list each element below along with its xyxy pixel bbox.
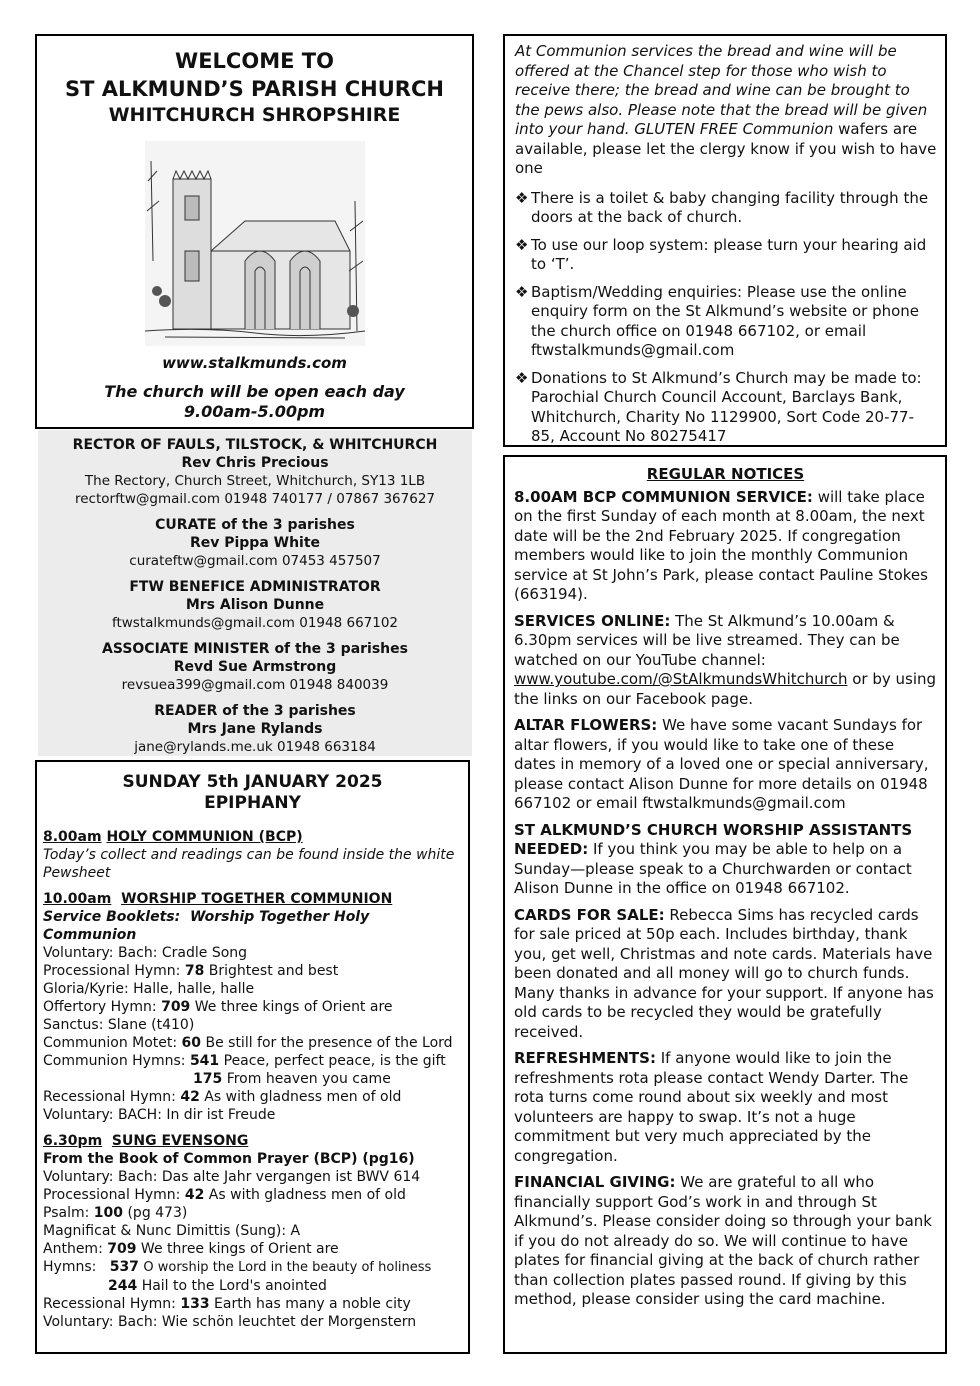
hymns	[43, 1258, 462, 1277]
notice-title: ALTAR FLOWERS:	[514, 716, 658, 734]
psalm-number: 100	[93, 1205, 124, 1221]
hymn-title: From heaven you came	[226, 1071, 391, 1087]
service-time: 8.00am	[43, 829, 102, 845]
hymn-label: Offertory Hymn:	[43, 999, 157, 1015]
clergy-contact: jane@rylands.me.uk 01948 663184	[134, 739, 376, 755]
church-location: WHITCHURCH SHROPSHIRE	[108, 104, 401, 126]
list-item	[515, 189, 937, 228]
clergy-role: CURATE of the 3 parishes	[155, 517, 355, 533]
magnificat: Magnificat & Nunc Dimittis (Sung): A	[43, 1223, 301, 1239]
opening-hours: 9.00am-5.00pm	[183, 402, 326, 421]
communion-hymns	[43, 1052, 462, 1070]
clergy-role: FTW BENEFICE ADMINISTRATOR	[129, 579, 381, 595]
notice-title: REFRESHMENTS:	[514, 1049, 656, 1067]
notice-financial-giving	[514, 1173, 937, 1310]
hymn-title: Be still for the presence of the Lord	[205, 1035, 453, 1051]
website-link[interactable]: www.stalkmunds.com	[162, 354, 347, 372]
info-list	[515, 189, 937, 447]
hymn-number: 133	[180, 1296, 210, 1312]
hymn-number: 244	[108, 1278, 138, 1294]
booklet-label: Service Booklets:	[43, 909, 181, 925]
clergy-name: Rev Pippa White	[189, 535, 321, 551]
communion-info-italic: At Communion services the bread and wine will be offered at the Chancel step for those who wish to receive there; the bread and wine can be brought to the pews also. Please note that the bread will be given into your hand. GLUTEN FREE Communion	[515, 42, 928, 138]
service-time: 10.00am	[43, 891, 112, 907]
regular-notices-box	[503, 455, 947, 1354]
service-sung-evensong	[43, 1132, 462, 1331]
recessional-hymn	[43, 1088, 462, 1106]
hymn-label: Processional Hymn:	[43, 1187, 181, 1203]
hymn-title: We three kings of Orient are	[140, 1241, 339, 1257]
clergy-name: Mrs Alison Dunne	[185, 597, 325, 613]
notice-cards-for-sale	[514, 906, 937, 1043]
notice-text: We have some vacant Sundays for altar flowers, if you would like to take one of these dates in memory of a loved one or special anniversary, please contact Alison Dunne for more details on 01948 667102 or email ftwstalkmunds@gmail.com	[514, 716, 929, 812]
service-name: HOLY COMMUNION (BCP)	[106, 829, 303, 845]
hymn-number: 541	[189, 1053, 220, 1069]
service-note: Today’s collect and readings can be found inside the white Pewsheet	[43, 847, 455, 881]
sunday-services-box	[35, 760, 470, 1354]
gloria: Gloria/Kyrie: Halle, halle, halle	[43, 981, 255, 997]
hymn-label: Communion Motet:	[43, 1035, 178, 1051]
clergy-entry	[38, 436, 472, 508]
clergy-role: READER of the 3 parishes	[154, 703, 356, 719]
sanctus: Sanctus: Slane (t410)	[43, 1017, 195, 1033]
notice-text: or by using the links on our Facebook page.	[514, 670, 937, 708]
notice-text: The St Alkmund’s 10.00am & 6.30pm services will be live streamed. They can be watched on our YouTube channel:	[514, 611, 900, 669]
recessional-hymn	[43, 1295, 462, 1313]
hymn-number: 78	[184, 963, 205, 979]
notice-text: will take place on the first Sunday of each month at 8.00am, the next date will be the 2nd February 2025. If congregation members would like to join the monthly Communion service at St John’s Park, please contact Pauline Stokes (663194).	[514, 487, 928, 603]
list-item	[515, 369, 937, 447]
hymn-label: Anthem:	[43, 1241, 103, 1257]
list-item	[515, 236, 937, 275]
clergy-address: The Rectory, Church Street, Whitchurch, SY13 1LB	[84, 473, 426, 489]
clergy-entry	[38, 578, 472, 632]
clergy-contact: rectorftw@gmail.com 01948 740177 / 07867 367627	[74, 491, 436, 507]
clergy-contacts	[38, 430, 472, 756]
voluntary: Voluntary: Bach: Cradle Song	[43, 945, 248, 961]
service-worship-together	[43, 890, 462, 1124]
clergy-contact: curateftw@gmail.com 07453 457507	[129, 553, 381, 569]
hymn-title: Earth has many a noble city	[214, 1296, 411, 1312]
clergy-name: Revd Sue Armstrong	[173, 659, 337, 675]
notice-title: FINANCIAL GIVING:	[514, 1173, 676, 1191]
clergy-contact: ftwstalkmunds@gmail.com 01948 667102	[111, 615, 399, 631]
hymn-title: As with gladness men of old	[208, 1187, 406, 1203]
notice-worship-assistants	[514, 821, 937, 899]
hymn-number: 42	[180, 1089, 200, 1105]
clergy-name: Mrs Jane Rylands	[187, 721, 323, 737]
voluntary: Voluntary: Bach: Wie schön leuchtet der Morgenstern	[43, 1314, 417, 1330]
booklet-name: Worship Together Holy Communion	[43, 909, 370, 943]
psalm	[43, 1204, 462, 1222]
notice-title: ST ALKMUND’S CHURCH WORSHIP ASSISTANTS NEEDED:	[514, 820, 913, 858]
hymn-number: 42	[184, 1187, 205, 1203]
service-booklets	[43, 908, 462, 944]
hymn-title: Hail to the Lord's anointed	[141, 1278, 327, 1294]
list-item-text: Donations to St Alkmund’s Church may be made to: Parochial Church Council Account, Barclays Bank, Whitchurch, Charity No 1129900, Sort Code 20-77-85, Account No 80275417	[531, 368, 922, 445]
service-date	[43, 772, 462, 814]
hymn-label: Communion Hymns:	[43, 1053, 186, 1069]
list-item-text: Baptism/Wedding enquiries: Please use the online enquiry form on the St Alkmund’s website or phone the church office on 01948 667102, or email ftwstalkmunds@gmail.com	[531, 282, 920, 359]
bullet-icon: ❖	[515, 235, 529, 254]
hymn-label: Recessional Hymn:	[43, 1089, 176, 1105]
clergy-contact: revsuea399@gmail.com 01948 840039	[121, 677, 389, 693]
clergy-name: Rev Chris Precious	[181, 455, 329, 471]
hymn-title: As with gladness men of old	[204, 1089, 402, 1105]
psalm-label: Psalm:	[43, 1205, 90, 1221]
hymn-title: Brightest and best	[208, 963, 339, 979]
communion-hymn-2	[43, 1070, 462, 1088]
bullet-icon: ❖	[515, 368, 529, 387]
opening-text: The church will be open each day	[104, 382, 405, 401]
church-name: ST ALKMUND’S PARISH CHURCH	[65, 77, 444, 101]
service-name: WORSHIP TOGETHER COMMUNION	[121, 891, 393, 907]
service-holy-communion	[43, 828, 462, 882]
hymn-title: O worship the Lord in the beauty of holiness	[143, 1260, 432, 1275]
hymn-number: 537	[109, 1259, 139, 1275]
service-day-title: EPIPHANY	[204, 793, 301, 813]
clergy-role: ASSOCIATE MINISTER of the 3 parishes	[102, 641, 408, 657]
notice-title: SERVICES ONLINE:	[514, 611, 671, 630]
hymn-number: 709	[107, 1241, 137, 1257]
notice-title: 8.00AM BCP COMMUNION SERVICE:	[514, 487, 813, 506]
hymn-label: Recessional Hymn:	[43, 1296, 176, 1312]
processional-hymn	[43, 962, 462, 980]
hymn-label: Processional Hymn:	[43, 963, 181, 979]
notice-bcp-communion	[514, 488, 937, 605]
welcome-box	[35, 34, 474, 429]
clergy-entry	[38, 702, 472, 756]
communion-motet	[43, 1034, 462, 1052]
anthem	[43, 1240, 462, 1258]
clergy-entry	[38, 640, 472, 694]
bullet-icon: ❖	[515, 188, 529, 207]
notice-text: If you think you may be able to help on a Sunday—please speak to a Churchwarden or contact Alison Dunne in the office on 01948 667102.	[514, 840, 912, 897]
notice-text: We are grateful to all who financially support God’s work in and through St Alkmund’s. Please consider doing so through your bank if you do not already do so. We will continue to have plates for financial giving at the back of church rather than collection plates passed round. If giving by this method, please consider using the card machine.	[514, 1173, 932, 1308]
notices-heading: REGULAR NOTICES	[646, 465, 805, 483]
notice-altar-flowers	[514, 716, 937, 814]
hymn-label: Hymns:	[43, 1259, 97, 1275]
psalm-page: (pg 473)	[123, 1205, 188, 1221]
youtube-link[interactable]: www.youtube.com/@StAlkmundsWhitchurch	[514, 670, 848, 688]
service-name: SUNG EVENSONG	[111, 1133, 249, 1149]
notice-refreshments	[514, 1049, 937, 1166]
hymn-number: 60	[181, 1035, 202, 1051]
communion-info-rest: wafers are available, please let the clergy know if you wish to have one	[515, 120, 937, 177]
offertory-hymn	[43, 998, 462, 1016]
voluntary: Voluntary: Bach: Das alte Jahr vergangen ist BWV 614	[43, 1169, 421, 1185]
service-date-text: SUNDAY 5th JANUARY 2025	[122, 772, 383, 792]
church-info-box	[503, 34, 947, 447]
clergy-role: RECTOR OF FAULS, TILSTOCK, & WHITCHURCH	[72, 437, 438, 453]
hymn-2	[43, 1277, 462, 1295]
clergy-entry	[38, 516, 472, 570]
hymn-number: 175	[193, 1071, 223, 1087]
processional-hymn	[43, 1186, 462, 1204]
voluntary: Voluntary: BACH: In dir ist Freude	[43, 1107, 276, 1123]
notice-title: CARDS FOR SALE:	[514, 905, 665, 924]
list-item-text: To use our loop system: please turn your hearing aid to ‘T’.	[531, 235, 927, 273]
notice-text: Rebecca Sims has recycled cards for sale priced at 50p each. Includes birthday, thank you, get well, Christmas and note cards. Materials have been donated and all money will go to church funds. Many thanks in advance for your support. If anyone has old cards to be recycled they would be gratefully received.	[514, 905, 934, 1041]
church-illustration	[145, 141, 365, 346]
list-item	[515, 283, 937, 361]
welcome-heading: WELCOME TO	[175, 49, 334, 73]
list-item-text: There is a toilet & baby changing facility through the doors at the back of church.	[531, 188, 929, 226]
bullet-icon: ❖	[515, 282, 529, 301]
service-time: 6.30pm	[43, 1133, 103, 1149]
hymn-title: Peace, perfect peace, is the gift	[223, 1053, 446, 1069]
hymn-title: We three kings of Orient are	[194, 999, 393, 1015]
notice-services-online	[514, 612, 937, 710]
service-subtitle: From the Book of Common Prayer (BCP) (pg16)	[43, 1151, 415, 1167]
hymn-number: 709	[161, 999, 191, 1015]
communion-info	[515, 42, 937, 179]
notice-text: If anyone would like to join the refreshments rota please contact Wendy Darter. The rota turns come round about six weekly and most volunteers are happy to swap. It’s not a huge commitment but very much appreciated by the congregation.	[514, 1049, 909, 1165]
